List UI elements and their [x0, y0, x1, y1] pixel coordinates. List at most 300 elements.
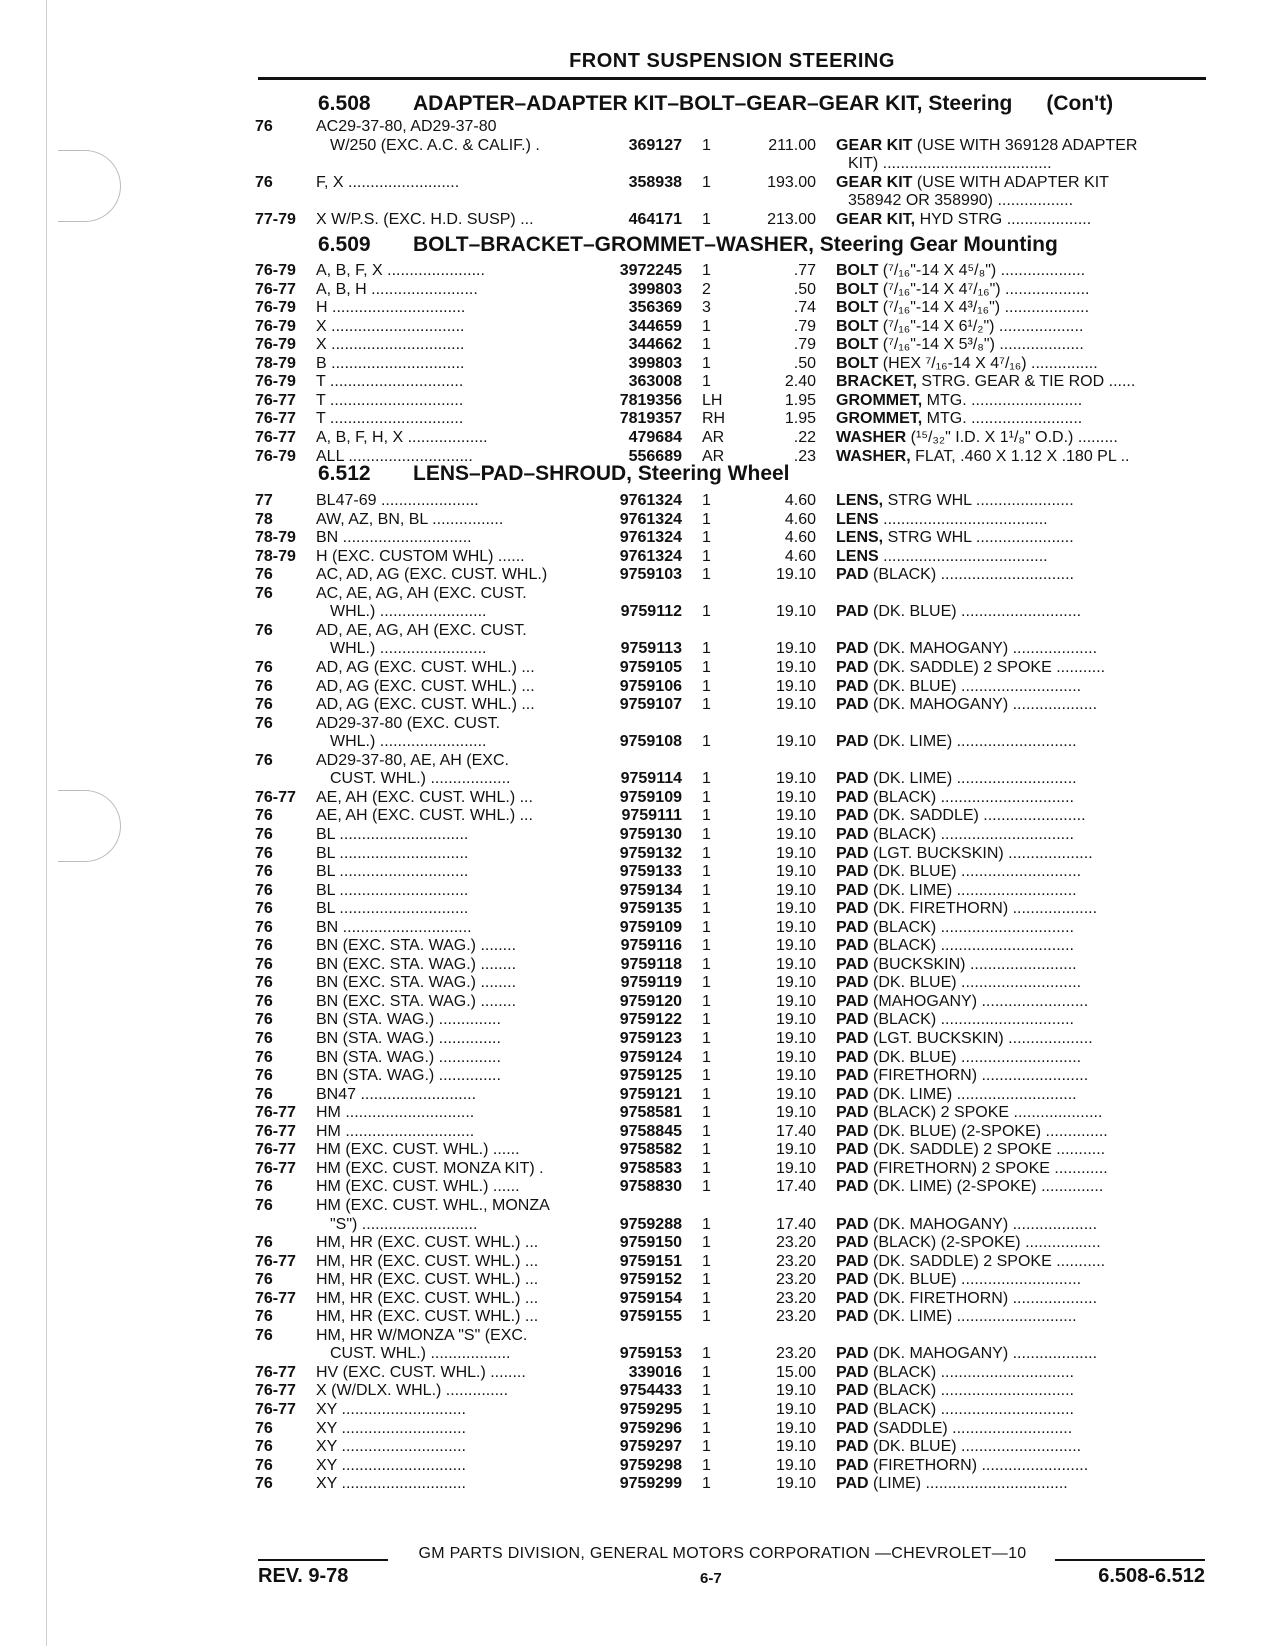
model-year: 76 — [255, 1419, 273, 1437]
description — [836, 733, 1206, 752]
description — [836, 1030, 1206, 1049]
part-number: 344659 — [628, 317, 682, 335]
price: 17.40 — [775, 1122, 816, 1140]
quantity: 1 — [702, 1067, 711, 1085]
application: HM (EXC. CUST. WHL.) ...... — [316, 1178, 520, 1196]
application: XY ............................ — [316, 1456, 466, 1474]
part-number: 9759118 — [620, 955, 682, 973]
application: HM, HR (EXC. CUST. WHL.) ... — [316, 1252, 539, 1270]
part-number: 9761324 — [619, 492, 682, 509]
application: A, B, F, H, X .................. — [316, 429, 488, 446]
description — [836, 1049, 1206, 1068]
application: BN (EXC. STA. WAG.) ........ — [316, 992, 517, 1010]
price: 19.10 — [775, 1475, 816, 1493]
part-number: 9759109 — [619, 788, 682, 806]
application: XY ............................ — [316, 1475, 466, 1493]
part-number: 9759107 — [619, 696, 682, 713]
part-number: 556689 — [628, 447, 682, 465]
description-name: PAD — [836, 937, 869, 955]
description-name: PAD — [836, 696, 869, 713]
model-year: 76-77 — [255, 410, 296, 428]
description-detail: (⁷/₁₆"-14 X 5³/₈") ................... — [878, 336, 1084, 354]
model-year: 78-79 — [255, 529, 296, 547]
description-name: PAD — [836, 1401, 869, 1418]
description — [836, 974, 1206, 993]
model-year: 76 — [255, 584, 273, 602]
part-number: 9759123 — [619, 1030, 682, 1047]
footer-corporation: GM PARTS DIVISION, GENERAL MOTORS CORPORATION —CHEVROLET—10 — [418, 1545, 1027, 1562]
price: .74 — [793, 299, 816, 317]
description-detail: (DK. BLUE) ........................... — [868, 863, 1082, 880]
application: X .............................. — [316, 317, 465, 335]
part-number: 9759112 — [620, 603, 682, 621]
part-number: 339016 — [628, 1363, 682, 1381]
quantity: 1 — [702, 1104, 711, 1122]
application: BN (STA. WAG.) .............. — [316, 1048, 501, 1066]
description-name: PAD — [836, 603, 869, 621]
quantity: 1 — [702, 844, 711, 862]
quantity: 1 — [702, 1048, 711, 1066]
quantity: 1 — [702, 566, 711, 584]
description-detail: ..................................... — [878, 547, 1048, 565]
description — [836, 603, 1206, 622]
part-number: 9759106 — [619, 677, 682, 695]
part-number: 9759124 — [619, 1048, 682, 1066]
description — [836, 281, 1206, 300]
description-detail: (DK. LIME) ........................... — [868, 1085, 1077, 1103]
quantity: 1 — [702, 825, 711, 843]
description-detail: STRG. GEAR & TIE ROD ...... — [916, 373, 1136, 391]
quantity: 1 — [702, 863, 711, 880]
description-detail: STRG WHL ...................... — [883, 492, 1074, 509]
binder-hole — [58, 150, 121, 222]
description — [836, 863, 1206, 882]
description-detail: (HEX ⁷/₁₆-14 X 4⁷/₁₆) ............... — [878, 354, 1098, 372]
description — [836, 336, 1206, 355]
description-detail: (DK. SADDLE) 2 SPOKE ........... — [868, 1141, 1106, 1159]
price: .22 — [793, 429, 816, 446]
description-detail: (FIRETHORN) 2 SPOKE ............ — [868, 1159, 1108, 1177]
description-detail: (DK. LIME) ........................... — [868, 881, 1077, 899]
description-name: PAD — [836, 1475, 869, 1493]
description — [836, 318, 1206, 337]
description-detail: (SADDLE) ........................... — [868, 1419, 1073, 1437]
description-name: PAD — [836, 881, 869, 899]
model-year: 77 — [255, 492, 273, 509]
part-number: 9759105 — [619, 659, 682, 676]
description-name: PAD — [836, 1159, 869, 1177]
quantity: 1 — [702, 733, 711, 751]
footer-revision: REV. 9-78 — [258, 1565, 349, 1587]
quantity: 1 — [702, 492, 711, 509]
application: T .............................. — [316, 373, 464, 391]
section-suffix: (Con't) — [1046, 92, 1114, 115]
part-number: 9759120 — [619, 992, 682, 1010]
price: 19.10 — [775, 1030, 816, 1047]
description — [836, 1438, 1206, 1457]
description — [836, 429, 1206, 448]
description-detail: (DK. LIME) (2-SPOKE) .............. — [868, 1178, 1104, 1196]
model-year: 76-77 — [255, 1104, 296, 1122]
price: 1.95 — [784, 391, 816, 409]
description — [836, 529, 1206, 548]
model-year: 76 — [255, 1030, 273, 1047]
application: HM ............................. — [316, 1104, 475, 1122]
model-year: 76 — [255, 992, 273, 1010]
description-name: PAD — [836, 825, 869, 843]
model-year: 76-79 — [255, 262, 296, 279]
quantity: 1 — [702, 547, 711, 565]
description-detail: (BLACK) .............................. — [868, 1011, 1074, 1029]
price: 17.40 — [775, 1215, 816, 1233]
model-year: 76-77 — [255, 1289, 296, 1307]
description — [836, 1011, 1206, 1030]
description-detail: (BLACK) .............................. — [868, 918, 1074, 936]
price: 19.10 — [775, 825, 816, 843]
model-year: 76 — [255, 1011, 273, 1029]
description-name: BOLT — [836, 317, 879, 335]
description-detail: (DK. BLUE) ........................... — [868, 1271, 1082, 1289]
quantity: 1 — [702, 136, 711, 154]
description — [836, 1364, 1206, 1383]
application: AC, AE, AG, AH (EXC. CUST. — [316, 584, 527, 602]
quantity: 1 — [702, 1011, 711, 1029]
model-year: 76 — [255, 937, 273, 955]
application: AD29-37-80 (EXC. CUST. — [316, 714, 501, 732]
description — [836, 1382, 1206, 1401]
description-name: PAD — [836, 677, 869, 695]
description-detail: (DK. BLUE) (2-SPOKE) .............. — [868, 1122, 1108, 1140]
part-number: 9758830 — [619, 1178, 682, 1196]
part-number: 9759119 — [620, 974, 682, 992]
price: 213.00 — [767, 210, 816, 228]
quantity: 1 — [702, 603, 711, 621]
quantity: 1 — [702, 1271, 711, 1289]
binder-hole — [58, 790, 121, 862]
application: HM, HR (EXC. CUST. WHL.) ... — [316, 1289, 539, 1307]
price: 19.10 — [775, 1382, 816, 1400]
description-name: PAD — [836, 1104, 869, 1122]
description-detail: 358942 OR 358990) ................. — [848, 192, 1074, 210]
price: 19.10 — [775, 733, 816, 751]
application: HV (EXC. CUST. WHL.) ........ — [316, 1363, 526, 1381]
part-number: 9759295 — [619, 1401, 682, 1418]
quantity: 1 — [702, 510, 711, 528]
application: HM (EXC. CUST. WHL.) ...... — [316, 1141, 520, 1159]
application: XY ............................ — [316, 1401, 466, 1418]
description-name: PAD — [836, 788, 869, 806]
description — [836, 1160, 1206, 1179]
description-detail: (BLACK) (2-SPOKE) ................. — [868, 1234, 1101, 1251]
part-number: 9759113 — [620, 640, 682, 658]
description-name: PAD — [836, 918, 869, 936]
footer-page-number: 6-7 — [700, 1570, 722, 1587]
price: 19.10 — [775, 1401, 816, 1418]
description-detail: KIT) ...................................... — [848, 155, 1052, 173]
part-number: 9759121 — [619, 1085, 682, 1103]
part-number: 9758845 — [619, 1122, 682, 1140]
description — [836, 807, 1206, 826]
footer-section-range: 6.508-6.512 — [1098, 1565, 1205, 1587]
quantity: AR — [702, 447, 725, 465]
description-detail: (FIRETHORN) ........................ — [868, 1067, 1089, 1085]
quantity: 1 — [702, 173, 711, 191]
model-year: 76 — [255, 1067, 273, 1085]
quantity: RH — [702, 410, 726, 428]
model-year: 76 — [255, 807, 273, 825]
price: 19.10 — [775, 937, 816, 955]
model-year: 78 — [255, 510, 273, 528]
description-name: PAD — [836, 770, 869, 788]
part-number: 3972245 — [619, 262, 682, 279]
price: 19.10 — [775, 640, 816, 658]
part-number: 9759109 — [619, 918, 682, 936]
application: AC29-37-80, AD29-37-80 — [316, 118, 497, 135]
part-number: 9759297 — [619, 1438, 682, 1456]
quantity: 1 — [702, 1401, 711, 1418]
footer-rule-left — [258, 1559, 388, 1561]
quantity: 1 — [702, 529, 711, 547]
model-year: 76-77 — [255, 788, 296, 806]
price: 4.60 — [784, 492, 816, 509]
description-name: PAD — [836, 1363, 869, 1381]
description-detail: (DK. BLUE) ........................... — [868, 974, 1082, 992]
description-name: GEAR KIT, — [836, 210, 916, 228]
application: AE, AH (EXC. CUST. WHL.) ... — [316, 788, 533, 806]
model-year: 76-77 — [255, 1159, 296, 1177]
page-edge — [46, 0, 47, 1646]
description-name: PAD — [836, 1271, 869, 1289]
description-name: PAD — [836, 1252, 869, 1270]
model-year: 76 — [255, 696, 273, 713]
price: 19.10 — [775, 659, 816, 676]
part-number: 9759125 — [619, 1067, 682, 1085]
model-year: 76-77 — [255, 1401, 296, 1418]
model-year: 76 — [255, 1271, 273, 1289]
description-detail: (DK. MAHOGANY) ................... — [868, 696, 1098, 713]
application: H (EXC. CUSTOM WHL) ...... — [316, 547, 525, 565]
quantity: 1 — [702, 992, 711, 1010]
description-detail: ..................................... — [878, 510, 1048, 528]
price: 19.10 — [775, 696, 816, 713]
part-number: 9759133 — [619, 863, 682, 880]
part-number: 9758583 — [619, 1159, 682, 1177]
description — [836, 1401, 1206, 1420]
description — [836, 1104, 1206, 1123]
part-number: 9759130 — [619, 825, 682, 843]
description-name: PAD — [836, 566, 869, 584]
application: AD, AG (EXC. CUST. WHL.) ... — [316, 659, 535, 676]
price: 19.10 — [775, 770, 816, 788]
model-year: 76-77 — [255, 1363, 296, 1381]
price: 4.60 — [784, 510, 816, 528]
description-name: BRACKET, — [836, 373, 917, 391]
price: 19.10 — [775, 918, 816, 936]
price: 193.00 — [767, 173, 816, 191]
part-number: 9759299 — [619, 1475, 682, 1493]
description — [836, 548, 1206, 567]
description-detail: (DK. MAHOGANY) ................... — [868, 1345, 1098, 1363]
quantity: AR — [702, 429, 725, 446]
description-detail: (¹⁵/₃₂" I.D. X 1¹/₈" O.D.) ......... — [906, 429, 1118, 446]
description — [836, 659, 1206, 678]
model-year: 76 — [255, 659, 273, 676]
description-detail: (DK. MAHOGANY) ................... — [868, 640, 1098, 658]
application: WHL.) ........................ — [330, 733, 487, 751]
description-name: PAD — [836, 807, 869, 825]
description-name: PAD — [836, 640, 869, 658]
quantity: 1 — [702, 770, 711, 788]
quantity: 1 — [702, 881, 711, 899]
part-number: 9759152 — [619, 1271, 682, 1289]
application: T .............................. — [316, 391, 464, 409]
application: H .............................. — [316, 299, 466, 317]
price: 19.10 — [775, 1456, 816, 1474]
description-detail: (DK. LIME) ........................... — [868, 1308, 1077, 1326]
description — [836, 1308, 1206, 1327]
section-number: 6.512 — [318, 462, 371, 485]
model-year: 77-79 — [255, 210, 296, 228]
price: 19.10 — [775, 1159, 816, 1177]
description — [836, 1216, 1206, 1235]
footer-rule-right — [1055, 1559, 1205, 1561]
model-year: 76 — [255, 900, 273, 918]
application: HM ............................. — [316, 1122, 475, 1140]
description-detail: (LGT. BUCKSKIN) ................... — [868, 844, 1093, 862]
description-detail: (⁷/₁₆"-14 X 4⁷/₁₆") ................... — [878, 280, 1090, 298]
header-rule — [258, 77, 1206, 80]
application: BN (STA. WAG.) .............. — [316, 1030, 501, 1047]
description-name: PAD — [836, 1419, 869, 1437]
description-detail: (BLACK) .............................. — [868, 825, 1074, 843]
quantity: 1 — [702, 807, 711, 825]
description-name: GROMMET, — [836, 410, 923, 428]
price: 23.20 — [775, 1308, 816, 1326]
description-detail: MTG. ......................... — [922, 410, 1083, 428]
description-name: BOLT — [836, 299, 879, 317]
application: BN ............................. — [316, 918, 472, 936]
model-year: 76 — [255, 1456, 273, 1474]
description-name: LENS — [836, 510, 879, 528]
part-number: 9759298 — [619, 1456, 682, 1474]
description-name: PAD — [836, 1048, 869, 1066]
description-detail: (DK. BLUE) ........................... — [868, 603, 1082, 621]
description-name: PAD — [836, 1141, 869, 1159]
price: .50 — [793, 280, 816, 298]
description — [836, 770, 1206, 789]
quantity: 1 — [702, 1456, 711, 1474]
application: HM, HR (EXC. CUST. WHL.) ... — [316, 1271, 539, 1289]
price: 2.40 — [784, 373, 816, 391]
price: 19.10 — [775, 1085, 816, 1103]
description — [836, 1067, 1206, 1086]
description-name: BOLT — [836, 280, 879, 298]
application: BN (EXC. STA. WAG.) ........ — [316, 955, 517, 973]
description — [836, 919, 1206, 938]
part-number: 9759288 — [619, 1215, 682, 1233]
application: BN (EXC. STA. WAG.) ........ — [316, 937, 517, 955]
description-detail: (BLACK) .............................. — [868, 1363, 1074, 1381]
application: BL47-69 ...................... — [316, 492, 479, 509]
quantity: 1 — [702, 1122, 711, 1140]
price: 4.60 — [784, 529, 816, 547]
application: XY ............................ — [316, 1438, 466, 1456]
section-number: 6.509 — [318, 233, 371, 256]
model-year: 76 — [255, 955, 273, 973]
description-detail: (DK. FIRETHORN) ................... — [868, 1289, 1098, 1307]
part-number: 9758582 — [619, 1141, 682, 1159]
description-detail: (MAHOGANY) ........................ — [868, 992, 1089, 1010]
price: 19.10 — [775, 992, 816, 1010]
quantity: 1 — [702, 937, 711, 955]
description — [836, 1420, 1206, 1439]
section-title: BOLT–BRACKET–GROMMET–WASHER, Steering Gear Mounting — [413, 233, 1058, 256]
description-detail: (DK. SADDLE) 2 SPOKE ........... — [868, 659, 1106, 676]
part-number: 9759116 — [620, 937, 682, 955]
application: HM (EXC. CUST. MONZA KIT) . — [316, 1159, 544, 1177]
quantity: 1 — [702, 1419, 711, 1437]
part-number: 9761324 — [619, 510, 682, 528]
model-year: 76 — [255, 1234, 273, 1251]
description — [836, 1141, 1206, 1160]
price: 19.10 — [775, 1011, 816, 1029]
description-detail: (FIRETHORN) ........................ — [868, 1456, 1089, 1474]
description-detail: (BLACK) .............................. — [868, 937, 1074, 955]
description-detail: (DK. BLUE) ........................... — [868, 1438, 1082, 1456]
model-year: 76-77 — [255, 1252, 296, 1270]
application: CUST. WHL.) .................. — [330, 770, 511, 788]
model-year: 76-77 — [255, 1122, 296, 1140]
model-year: 76 — [255, 918, 273, 936]
description-name: PAD — [836, 955, 869, 973]
price: 19.10 — [775, 677, 816, 695]
description — [836, 882, 1206, 901]
price: 19.10 — [775, 844, 816, 862]
model-year: 76 — [255, 974, 273, 992]
description — [836, 1234, 1206, 1253]
part-number: 7819357 — [619, 410, 682, 428]
model-year: 78-79 — [255, 547, 296, 565]
description-detail: (LIME) ................................ — [868, 1475, 1068, 1493]
quantity: 1 — [702, 788, 711, 806]
description — [836, 993, 1206, 1012]
description-name: PAD — [836, 1215, 869, 1233]
part-number: 9759296 — [619, 1419, 682, 1437]
quantity: 1 — [702, 1308, 711, 1326]
description — [836, 845, 1206, 864]
price: 19.10 — [775, 603, 816, 621]
quantity: 1 — [702, 974, 711, 992]
price: 4.60 — [784, 547, 816, 565]
application: AD, AG (EXC. CUST. WHL.) ... — [316, 677, 535, 695]
price: 19.10 — [775, 1104, 816, 1122]
price: 19.10 — [775, 863, 816, 880]
application: AD, AG (EXC. CUST. WHL.) ... — [316, 696, 535, 713]
description-name: WASHER — [836, 429, 907, 446]
description-name: PAD — [836, 1085, 869, 1103]
price: 23.20 — [775, 1234, 816, 1251]
description-name: PAD — [836, 1234, 869, 1251]
quantity: 1 — [702, 1085, 711, 1103]
part-number: 358938 — [628, 173, 682, 191]
price: 19.10 — [775, 807, 816, 825]
description — [836, 355, 1206, 374]
price: 19.10 — [775, 1067, 816, 1085]
model-year: 76 — [255, 825, 273, 843]
section-title: LENS–PAD–SHROUD, Steering Wheel — [413, 462, 790, 485]
application: AD, AE, AG, AH (EXC. CUST. — [316, 621, 527, 639]
model-year: 76-79 — [255, 373, 296, 391]
